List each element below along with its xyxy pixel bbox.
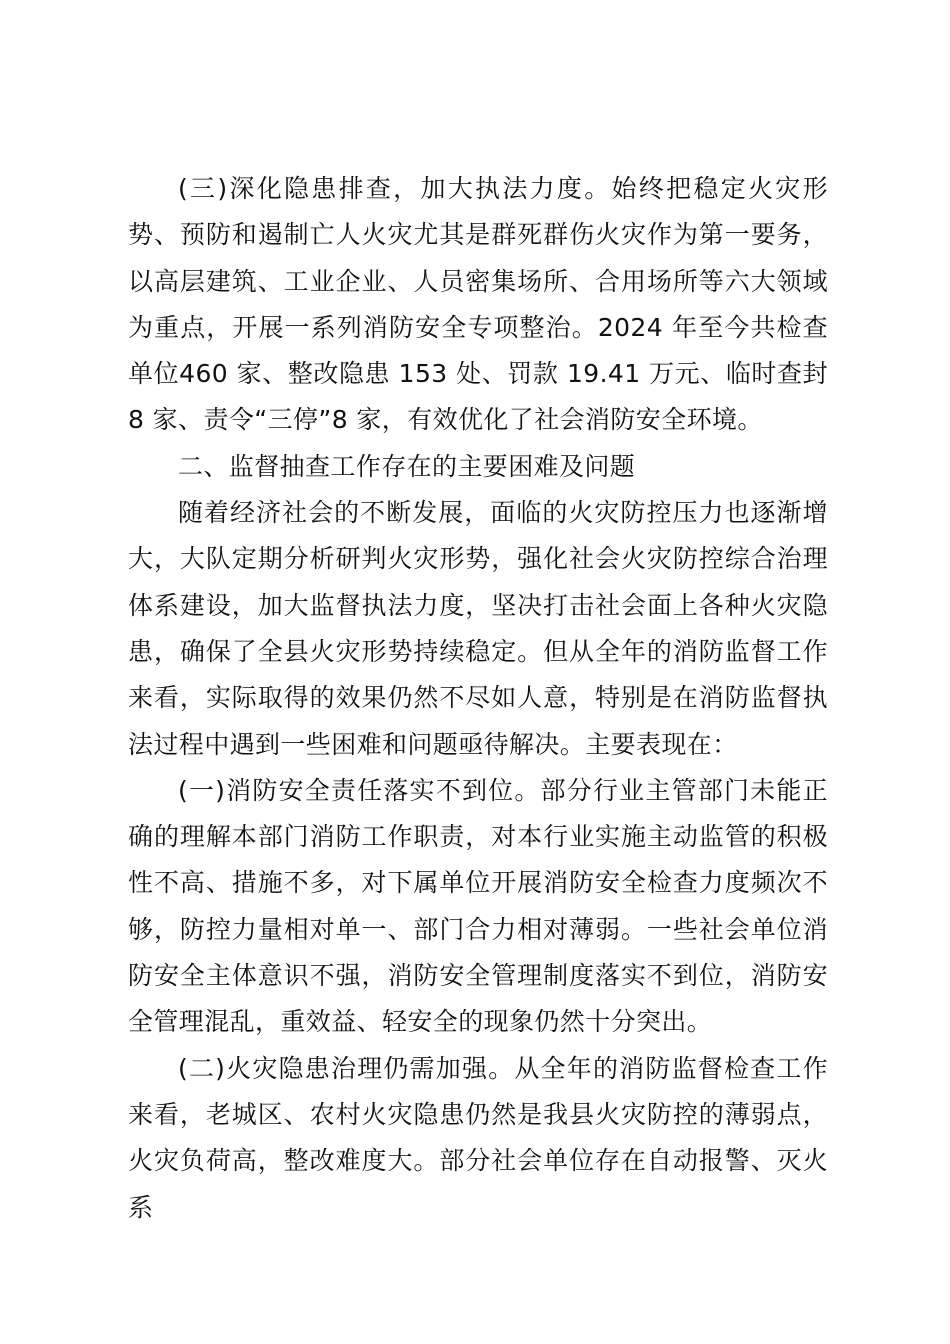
section-heading-difficulties: 二、监督抽查工作存在的主要困难及问题 bbox=[178, 451, 636, 481]
paragraph-responsibility: (一)消防安全责任落实不到位。部分行业主管部门未能正确的理解本部门消防工作职责，对本行业实施主动监管的积极性不高、措施不多，对下属单位开展消防安全检查力度频次不够，防控力量相对单一、部门合力相对薄弱。一些社会单位消防安全主体意识不强，消防安全管理制度落实不到位，消防安全管理混乱，重效益、轻安全的现象仍然十分突出。 bbox=[128, 775, 828, 1037]
document-body bbox=[128, 166, 828, 1231]
paragraph-hazard-governance: (二)火灾隐患治理仍需加强。从全年的消防监督检查工作来看，老城区、农村火灾隐患仍然是我县火灾防控的薄弱点，火灾负荷高，整改难度大。部分社会单位存在自动报警、灭火系 bbox=[128, 1053, 828, 1222]
paragraph-inspection-measures: (三)深化隐患排查，加大执法力度。始终把稳定火灾形势、预防和遏制亡人火灾尤其是群死群伤火灾作为第一要务，以高层建筑、工业企业、人员密集场所、合用场所等六大领域为重点，开展一系列消防安全专项整治。2024 年至今共检查单位460 家、整改隐患 153 处、罚款 19.41 万元、临时查封 8 家、责令“三停”8 家，有效优化了社会消防安全环境。 bbox=[128, 174, 828, 435]
paragraph-overview: 随着经济社会的不断发展，面临的火灾防控压力也逐渐增大，大队定期分析研判火灾形势，强化社会火灾防控综合治理体系建设，加大监督执法力度，坚决打击社会面上各种火灾隐患，确保了全县火灾形势持续稳定。但从全年的消防监督工作来看，实际取得的效果仍然不尽如人意，特别是在消防监督执法过程中遇到一些困难和问题亟待解决。主要表现在： bbox=[128, 498, 828, 759]
